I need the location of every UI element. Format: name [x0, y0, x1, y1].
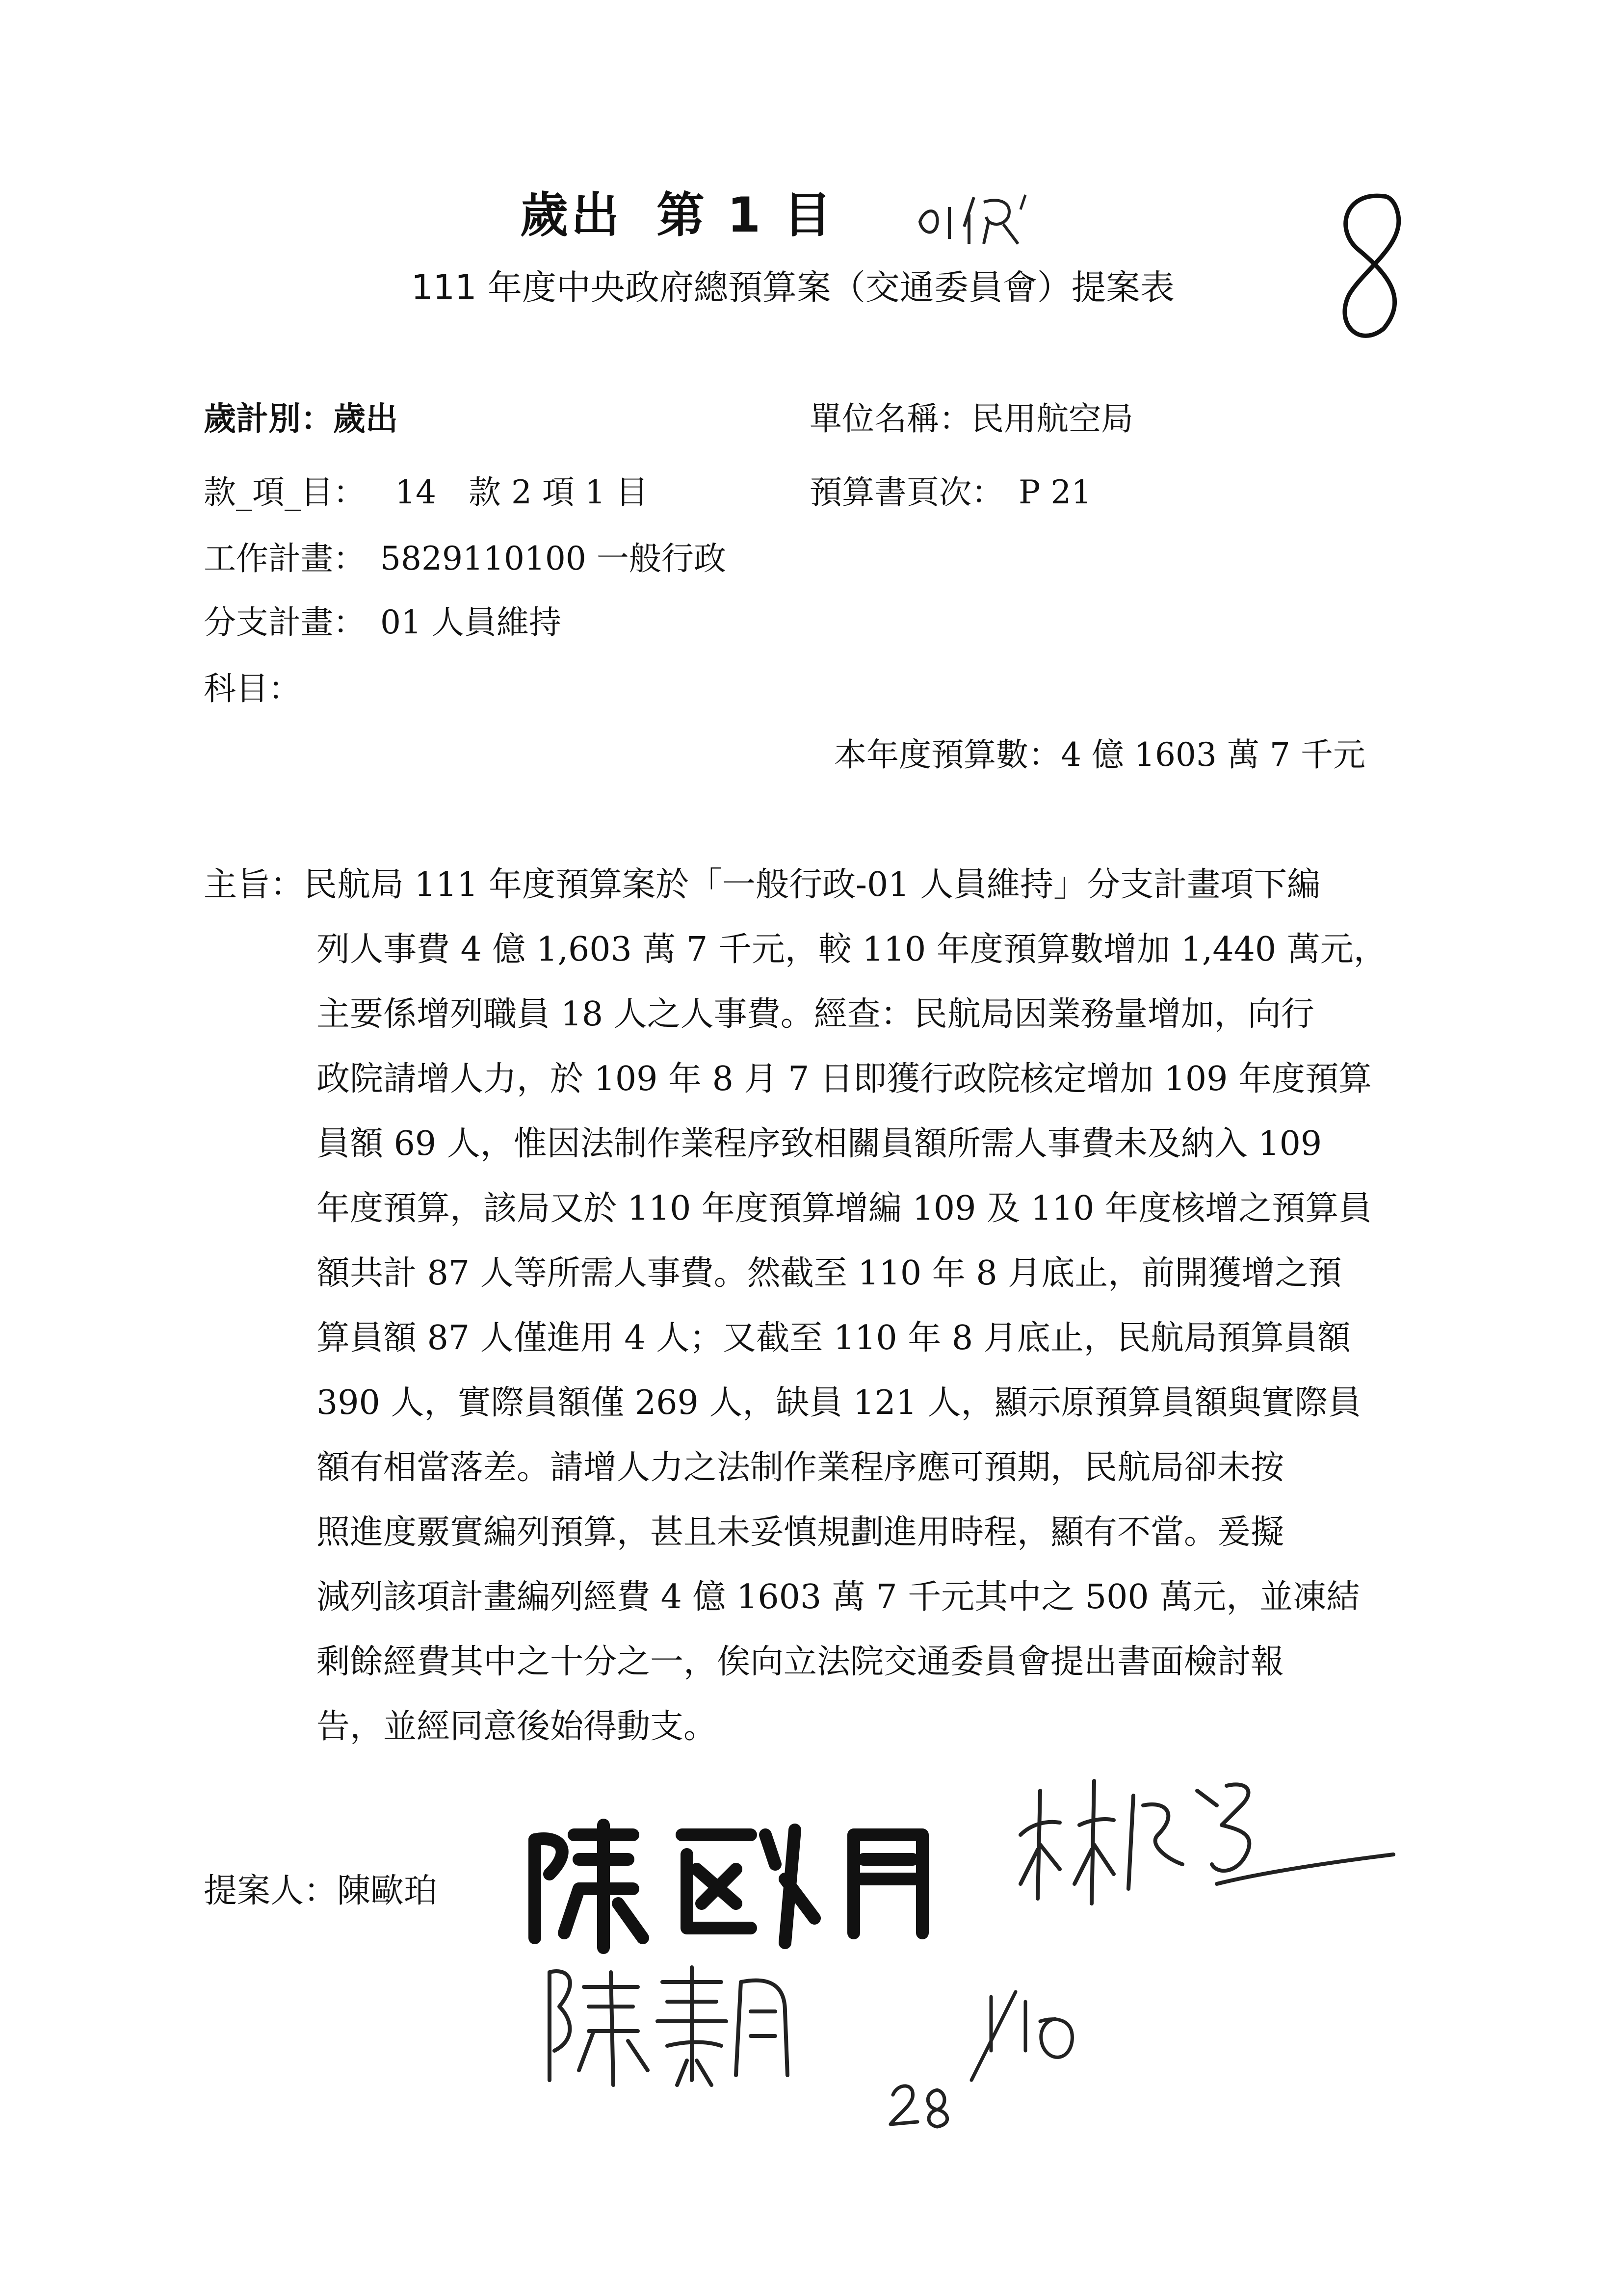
title-right: 第 1 目 — [656, 187, 835, 243]
branch-plan-value: 01 人員維持 — [380, 603, 561, 641]
document-subtitle: 111 年度中央政府總預算案（交通委員會）提案表 — [411, 267, 1175, 308]
work-plan-row — [204, 532, 726, 579]
signature-image — [520, 1805, 962, 1962]
kuan-value: 14 款 2 項 1 目 — [395, 473, 648, 511]
work-plan-value: 5829110100 一般行政 — [380, 540, 726, 577]
body-line: 390 人，實際員額僅 269 人，缺員 121 人，顯示原預算員額與實際員 — [316, 1383, 1362, 1422]
budget-amount: 本年度預算數：4 億 1603 萬 7 千元 — [834, 736, 1365, 774]
handwritten-date — [878, 1977, 1114, 2139]
handwritten-number — [1325, 186, 1418, 343]
branch-plan-row — [204, 596, 561, 643]
unit-label: 單位名稱： — [810, 400, 971, 438]
title-left: 歲出 — [520, 187, 623, 243]
body-line: 額共計 87 人等所需人事費。然截至 110 年 8 月底止，前開獲增之預 — [316, 1254, 1342, 1293]
body-line: 政院請增人力，於 109 年 8 月 7 日即獲行政院核定增加 109 年度預算 — [316, 1060, 1372, 1098]
handwritten-annotation — [915, 187, 1057, 251]
body-line: 告，並經同意後始得動支。 — [316, 1707, 717, 1746]
kuan-label: 款_項_目： — [204, 473, 366, 511]
work-plan-label: 工作計畫： — [204, 540, 366, 577]
body-line: 年度預算，該局又於 110 年度預算增編 109 及 110 年度核增之預算員 — [316, 1189, 1372, 1228]
body-line: 額有相當落差。請增人力之法制作業程序應可預期，民航局卻未按 — [316, 1448, 1284, 1487]
body-line: 減列該項計畫編列經費 4 億 1603 萬 7 千元其中之 500 萬元，並凍結 — [316, 1578, 1360, 1617]
page-row — [810, 466, 1092, 513]
unit-value: 民用航空局 — [971, 400, 1133, 438]
signature-image — [540, 1953, 814, 2100]
suiji-value: 歲出 — [333, 399, 398, 438]
proposer-label: 提案人：陳歐珀 — [204, 1872, 438, 1910]
suiji-row — [204, 392, 398, 439]
unit-row — [810, 392, 1133, 439]
document-title — [520, 177, 834, 246]
body-line: 主要係增列職員 18 人之人事費。經查：民航局因業務量增加，向行 — [316, 995, 1314, 1034]
signature-image — [1011, 1761, 1403, 1923]
branch-plan-label: 分支計畫： — [204, 603, 366, 641]
page-label: 預算書頁次： — [810, 473, 1004, 511]
subject-label: 科目： — [204, 670, 301, 707]
body-line: 剩餘經費其中之十分之一，俟向立法院交通委員會提出書面檢討報 — [316, 1643, 1284, 1681]
suiji-label: 歲計別： — [204, 399, 333, 438]
body-line: 照進度覈實編列預算，甚且未妥慎規劃進用時程，顯有不當。爰擬 — [316, 1513, 1284, 1552]
body-line: 算員額 87 人僅進用 4 人；又截至 110 年 8 月底止，民航局預算員額 — [316, 1319, 1351, 1357]
body-line: 主旨：民航局 111 年度預算案於「一般行政-01 人員維持」分支計畫項下編 — [204, 865, 1321, 904]
subject-row — [204, 662, 315, 709]
body-line: 員額 69 人，惟因法制作業程序致相關員額所需人事費未及納入 109 — [316, 1124, 1322, 1163]
body-line: 列人事費 4 億 1,603 萬 7 千元，較 110 年度預算數增加 1,440 萬元， — [316, 930, 1387, 969]
page-value: P 21 — [1019, 473, 1092, 511]
kuan-row — [204, 466, 648, 513]
